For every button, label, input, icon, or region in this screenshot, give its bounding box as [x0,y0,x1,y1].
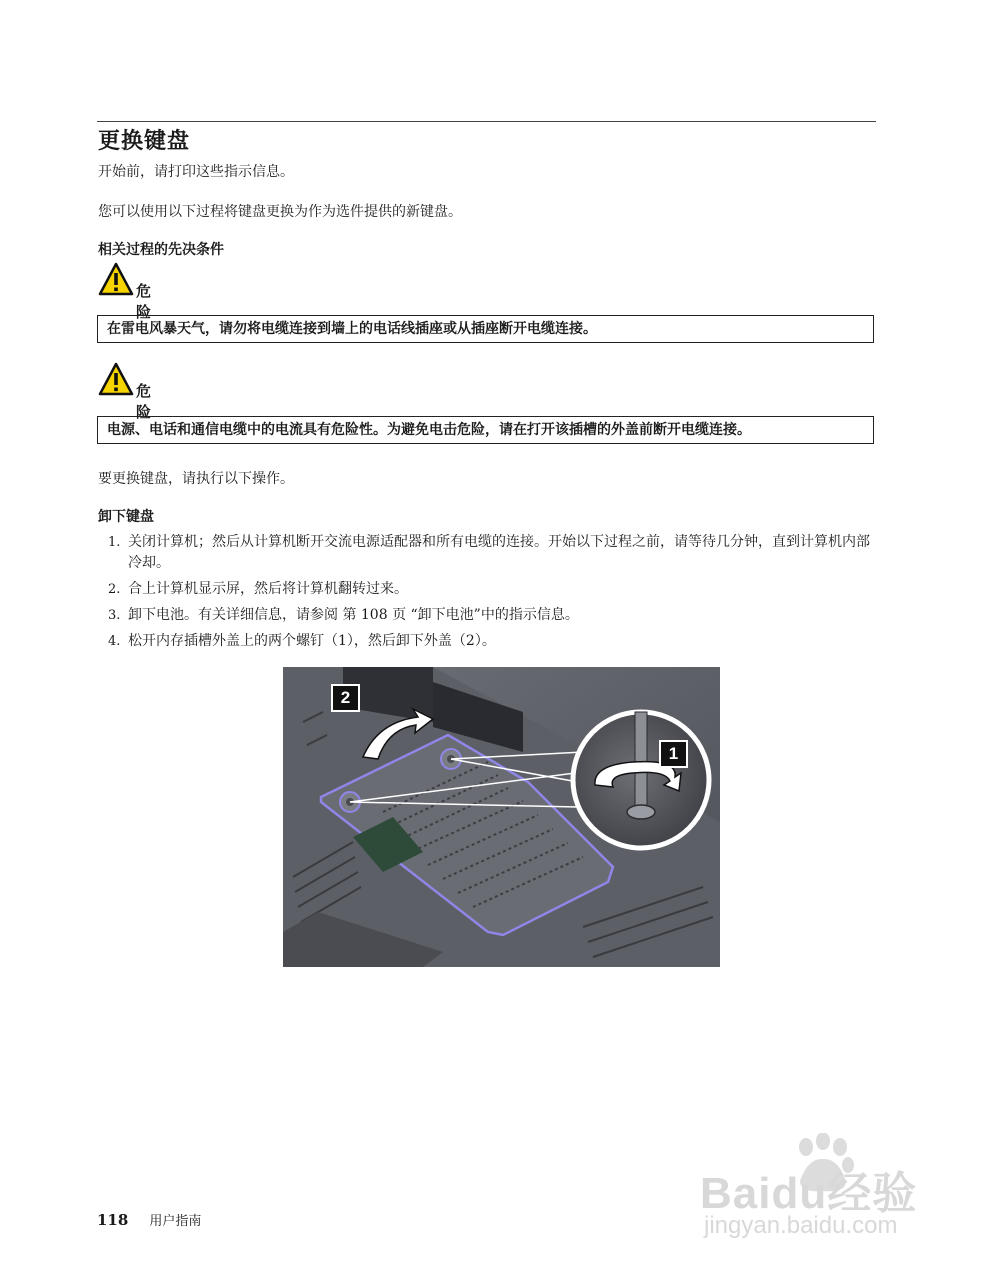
list-item: 1. 关闭计算机；然后从计算机断开交流电源适配器和所有电缆的连接。开始以下过程之前，请等待几分钟，直到计算机内部冷却。 [108,534,870,571]
intro-paragraph-2: 您可以使用以下过程将键盘更换为作为选件提供的新键盘。 [98,204,462,220]
list-item: 2. 合上计算机显示屏，然后将计算机翻转过来。 [108,581,408,597]
remove-heading: 卸下键盘 [98,509,154,525]
watermark-brand: Baidu经验 [700,1169,918,1218]
memory-cover-illustration [283,667,720,967]
danger-label: 危险 [136,282,152,321]
steps-list [108,532,883,657]
watermark [700,1135,940,1245]
danger-box-1: 在雷电风暴天气，请勿将电缆连接到墙上的电话线插座或从插座断开电缆连接。 [97,315,874,343]
callout-1: 1 [659,740,688,768]
action-intro: 要更换键盘，请执行以下操作。 [98,471,294,487]
warning-triangle-icon [98,362,134,396]
top-rule [97,121,876,122]
prereq-heading: 相关过程的先决条件 [98,242,224,258]
list-item: 3. 卸下电池。有关详细信息，请参阅 第 108 页 “卸下电池”中的指示信息。 [108,607,579,623]
callout-2: 2 [331,684,360,712]
list-item: 4. 松开内存插槽外盖上的两个螺钉（1），然后卸下外盖（2）。 [108,633,496,649]
page-footer [97,1210,201,1229]
warning-triangle-icon [98,262,134,296]
footer-text: 用户指南 [149,1214,202,1229]
watermark-url: jingyan.baidu.com [704,1212,898,1239]
danger-label: 危险 [136,382,152,421]
intro-paragraph: 开始前，请打印这些指示信息。 [98,164,294,180]
page-number: 118 [97,1211,129,1229]
danger-box-2: 电源、电话和通信电缆中的电流具有危险性。为避免电击危险，请在打开该插槽的外盖前断开电缆连接。 [97,416,874,444]
page-title: 更换键盘 [98,129,191,154]
